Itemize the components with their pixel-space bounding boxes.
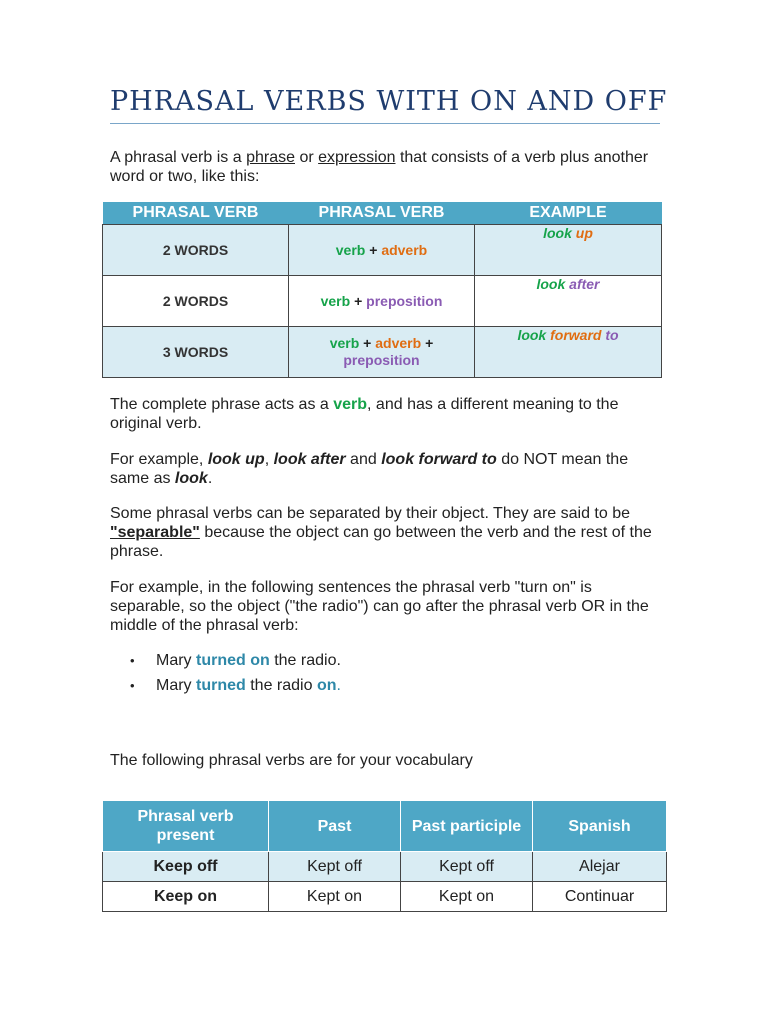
example-verb: look [543,225,572,241]
emphasis-look-forward-to: look forward to [381,451,497,468]
example-cell [475,327,662,378]
table-row [103,327,662,378]
sentence-text: the radio [245,677,317,694]
verb-highlight: verb [333,396,368,413]
adverb-label: adverb [381,242,428,258]
table-cell: Keep on [103,882,269,912]
verb-label: verb [320,293,351,309]
vocabulary-intro: The following phrasal verbs are for your vocabulary [110,752,473,769]
particle-highlight: on [316,677,337,694]
sentence-text: Mary [156,652,196,669]
sentence-text: . [336,677,341,694]
paragraph-text: Some phrasal verbs can be separated by their object. They are said to be [110,505,631,522]
structure-cell [289,225,475,276]
paragraph-separable [110,504,670,561]
column-header: PHRASAL VERB [289,202,475,225]
paragraph-text: . [207,470,213,487]
word-count-cell: 3 WORDS [103,327,289,378]
table-cell: Kept on [401,882,533,912]
paragraph-text: The complete phrase acts as a [110,396,334,413]
word-count-cell: 2 WORDS [103,276,289,327]
bullet-icon: • [130,653,135,668]
table-row [103,276,662,327]
sentence-text: the radio. [269,652,341,669]
table-cell: Alejar [533,852,667,882]
paragraph-turn-on: For example, in the following sentences the phrasal verb "turn on" is separable, so the object ("the radio") can go after the phrasal verb OR in the middle of the phrasal verb: [110,579,649,634]
structure-cell [289,327,475,378]
phrasal-verb-highlight: turned [196,677,246,694]
table-cell: Continuar [533,882,667,912]
example-preposition: to [601,327,619,343]
phrasal-verb-highlight: turned on [196,652,270,669]
plus-sign: + [350,293,367,309]
column-header: Phrasal verb present [103,801,269,852]
table-cell: Kept off [401,852,533,882]
example-preposition: after [565,276,600,292]
paragraph-text: , and has a different meaning to the original verb. [110,396,619,432]
column-header: Past participle [401,801,533,852]
table-header-row [103,202,662,225]
paragraph-text: , [264,451,274,468]
example-sentence-list [110,650,341,700]
emphasis-look: look [174,470,208,487]
table-header-row [103,801,667,852]
adverb-label: adverb [375,335,422,351]
emphasis-look-up: look up [207,451,265,468]
intro-text: or [295,149,319,166]
list-item [110,650,341,675]
table-cell: Kept on [269,882,401,912]
plus-sign: + [359,335,376,351]
phrase-link: phrase [246,149,295,166]
intro-paragraph [110,148,670,186]
paragraph-example [110,450,670,488]
paragraph-verb [110,395,670,433]
plus-sign: + [421,335,434,351]
example-verb: look [517,327,547,343]
emphasis-look-after: look after [273,451,346,468]
paragraph-text: because the object can go between the verb and the rest of the phrase. [110,524,652,560]
paragraph-text: do NOT mean the same as [110,451,629,487]
table-cell: Kept off [269,852,401,882]
page-title: PHRASAL VERBS WITH ON AND OFF [110,86,660,124]
table-row [103,225,662,276]
example-adverb: forward [546,327,602,343]
example-cell [475,225,662,276]
table-row [103,882,667,912]
example-verb: look [536,276,566,292]
example-cell [475,276,662,327]
column-header: PHRASAL VERB [103,202,289,225]
word-count-cell: 2 WORDS [103,225,289,276]
preposition-label: preposition [366,293,443,309]
verb-label: verb [335,242,366,258]
preposition-label: preposition [343,352,420,368]
phrasal-verb-structure-table [102,202,662,378]
list-item [110,675,341,700]
intro-text: A phrasal verb is a [110,149,247,166]
bullet-icon: • [130,678,135,693]
separable-term: "separable" [110,524,200,541]
paragraph-text: For example, [110,451,208,468]
plus-sign: + [365,242,382,258]
verb-label: verb [329,335,360,351]
table-cell: Keep off [103,852,269,882]
expression-link: expression [318,149,396,166]
column-header: EXAMPLE [475,202,662,225]
vocabulary-table [102,800,667,912]
structure-cell [289,276,475,327]
example-adverb: up [571,225,593,241]
column-header: Past [269,801,401,852]
table-row [103,852,667,882]
column-header: Spanish [533,801,667,852]
paragraph-text: and [345,451,382,468]
sentence-text: Mary [156,677,196,694]
intro-text: that consists of a verb plus another word or two, like this: [110,149,649,185]
